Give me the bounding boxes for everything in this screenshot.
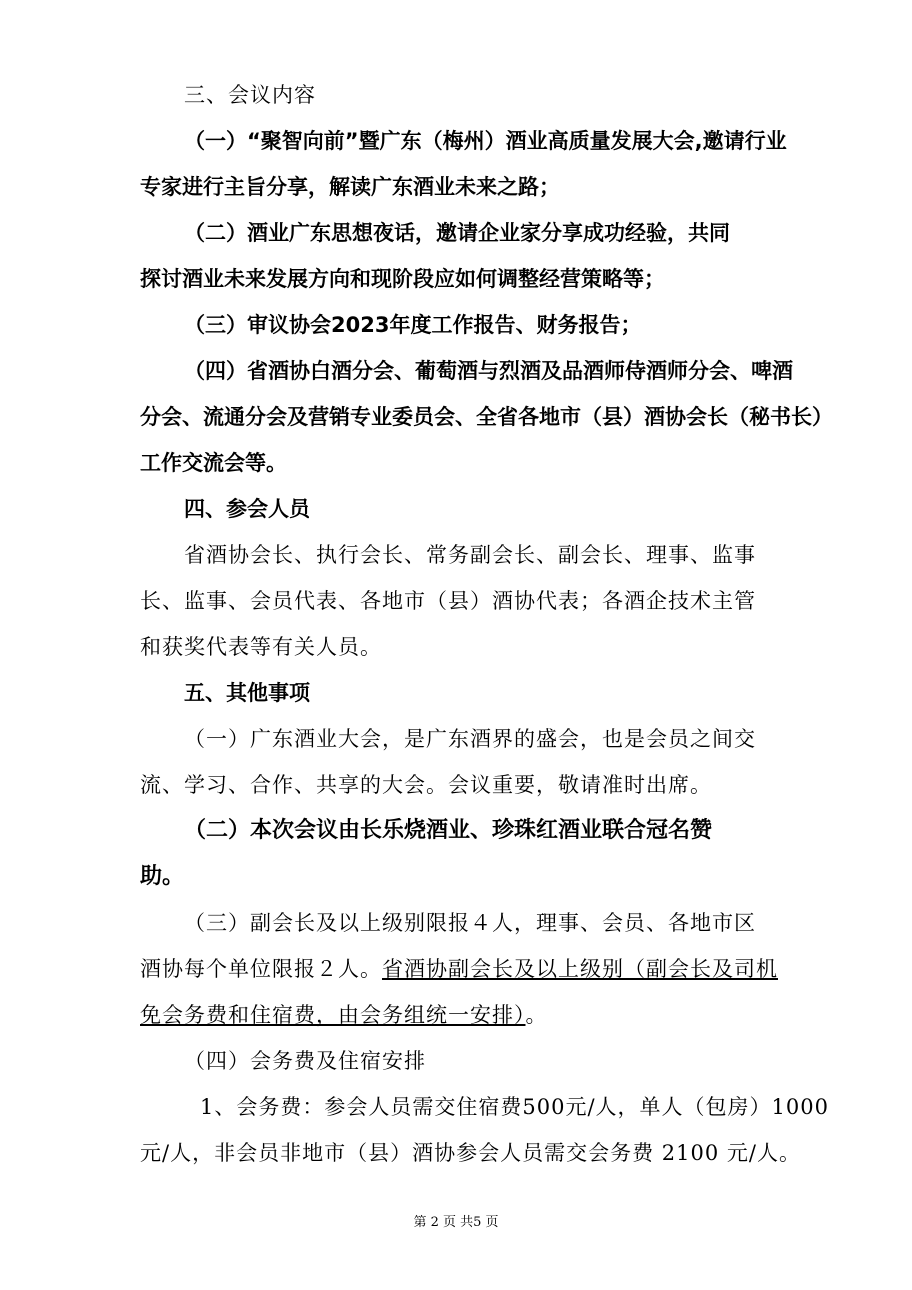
section5-item3-line1: （三）副会长及以上级别限报４人，理事、会员、各地市区 [184,911,756,935]
section5-item1-line1: （一）广东酒业大会，是广东酒界的盛会，也是会员之间交 [184,727,756,751]
section5-item3-line3 [140,1000,548,1030]
section3-item3: （三）审议协会2023年度工作报告、财务报告； [184,313,642,337]
section5-item2-line1: （二）本次会议由长乐烧酒业、珍珠红酒业联合冠名赞 [184,818,713,843]
section5-item3-line2 [140,954,778,984]
page-footer: 第 2 页 共5 页 [413,1215,499,1230]
section5-item4-heading: （四）会务费及住宿安排 [184,1049,426,1073]
fee-line2: 元/人，非会员非地市（县）酒协参会人员需交会务费 2100 元/人。 [140,1141,801,1165]
section3-item4-line1: （四）省酒协白酒分会、葡萄酒与烈酒及品酒师侍酒师分会、啤酒 [184,359,793,383]
item3-waiver-text-part1: 省酒协副会长及以上级别（副会长及司机 [382,957,778,981]
section4-line3: 和获奖代表等有关人员。 [140,635,382,659]
section3-heading: 三、会议内容 [184,83,316,107]
section3-item4-line3: 工作交流会等。 [140,451,287,475]
section3-item2-line2: 探讨酒业未来发展方向和现阶段应如何调整经营策略等； [140,267,665,291]
section3-item1-line2: 专家进行主旨分享，解读广东酒业未来之路； [140,175,560,199]
item3-period: 。 [525,1003,548,1027]
item3-quota-text: 酒协每个单位限报２人。 [140,957,382,981]
section4-line1: 省酒协会长、执行会长、常务副会长、副会长、理事、监事 [184,543,756,567]
section4-heading: 四、参会人员 [184,497,310,521]
item3-waiver-text-part2: 免会务费和住宿费，由会务组统一安排） [140,1003,526,1027]
section3-item2-line1: （二）酒业广东思想夜话，邀请企业家分享成功经验，共同 [184,221,730,245]
section5-heading: 五、其他事项 [184,681,310,705]
section3-item1-line1: （一）“聚智向前”暨广东（梅州）酒业高质量发展大会,邀请行业 [184,129,787,153]
section5-item1-line2: 流、学习、合作、共享的大会。会议重要，敬请准时出席。 [140,773,712,797]
fee-line1: 1、会务费：参会人员需交住宿费500元/人，单人（包房）1000 [200,1095,829,1119]
section5-item2-line2: 助。 [140,864,185,889]
section3-item4-line2: 分会、流通分会及营销专业委员会、全省各地市（县）酒协会长（秘书长） [140,405,833,429]
section4-line2: 长、监事、会员代表、各地市（县）酒协代表；各酒企技术主管 [140,589,756,613]
